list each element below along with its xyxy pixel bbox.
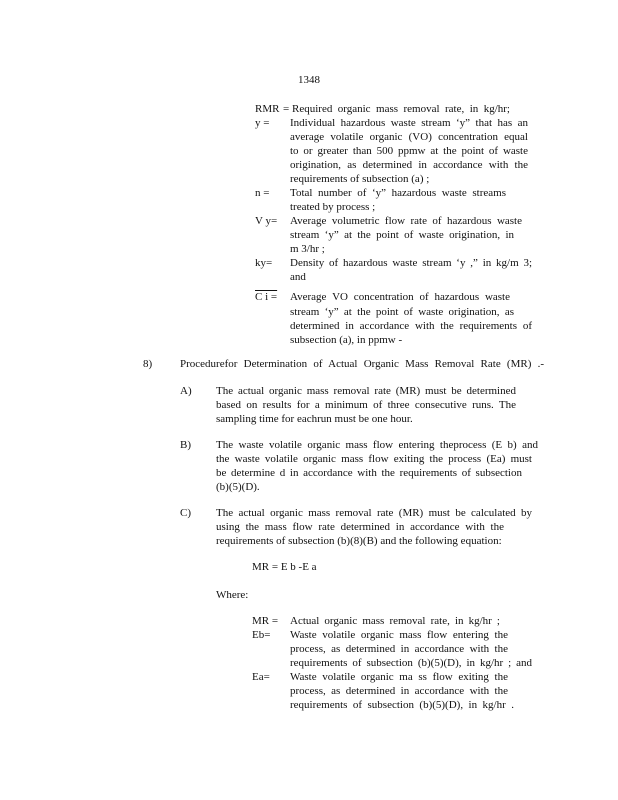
where-label: Where: xyxy=(216,589,249,601)
item-line: using the mass flow rate determined in accordance with the xyxy=(216,521,504,533)
equation: MR = E b -E a xyxy=(252,561,317,573)
item-line: be determine d in accordance with the requirements of subsection xyxy=(216,467,522,479)
section-heading: Procedurefor Determination of Actual Organic Mass Removal Rate (MR) .- xyxy=(180,358,544,370)
def-line: stream ‘y” at the point of waste origination, as xyxy=(290,306,514,318)
item-line: requirements of subsection (b)(8)(B) and the following equation: xyxy=(216,535,502,547)
def-line: m 3/hr ; xyxy=(290,243,325,255)
def-line: Required organic mass removal rate, in kg/hr; xyxy=(292,103,510,115)
def-line: process, as determined in accordance with the xyxy=(290,643,508,655)
def-line: determined in accordance with the requirements of xyxy=(290,320,532,332)
item-label: C) xyxy=(180,507,191,519)
def-term: Eb= xyxy=(252,629,271,641)
def-line: Average VO concentration of hazardous waste xyxy=(290,291,510,303)
item-line: based on results for a minimum of three consecutive runs. The xyxy=(216,399,516,411)
def-line: origination, as determined in accordance with the xyxy=(290,159,528,171)
def-eq: = xyxy=(283,103,290,115)
def-line: requirements of subsection (a) ; xyxy=(290,173,430,185)
def-line: Actual organic mass removal rate, in kg/hr ; xyxy=(290,615,500,627)
def-line: Waste volatile organic ma ss flow exiting the xyxy=(290,671,508,683)
page-number: 1348 xyxy=(298,74,320,86)
item-line: (b)(5)(D). xyxy=(216,481,260,493)
def-term: Ea= xyxy=(252,671,270,683)
def-term: y = xyxy=(255,117,270,129)
def-line: Total number of ‘y” hazardous waste streams xyxy=(290,187,506,199)
def-term xyxy=(255,290,277,304)
def-term: V y= xyxy=(255,215,278,227)
def-line: requirements of subsection (b)(5)(D), in kg/hr . xyxy=(290,699,514,711)
section-number: 8) xyxy=(143,358,153,370)
def-line: requirements of subsection (b)(5)(D), in kg/hr ; and xyxy=(290,657,532,669)
def-term-text: C i = xyxy=(255,291,278,303)
item-line: sampling time for eachrun must be one hour. xyxy=(216,413,413,425)
def-line: stream ‘y” at the point of waste origination, in xyxy=(290,229,514,241)
def-line: Average volumetric flow rate of hazardous waste xyxy=(290,215,522,227)
item-line: The waste volatile organic mass flow entering theprocess (E b) and xyxy=(216,439,538,451)
def-line: Individual hazardous waste stream ‘y” that has an xyxy=(290,117,528,129)
def-line: treated by process ; xyxy=(290,201,376,213)
item-label: B) xyxy=(180,439,191,451)
def-term: MR = xyxy=(252,615,279,627)
def-line: process, as determined in accordance with the xyxy=(290,685,508,697)
def-term: n = xyxy=(255,187,270,199)
item-line: The actual organic mass removal rate (MR) must be determined xyxy=(216,385,516,397)
def-line: Density of hazardous waste stream ‘y ,” in kg/m 3; xyxy=(290,257,532,269)
def-line: average volatile organic (VO) concentration equal xyxy=(290,131,528,143)
def-line: subsection (a), in ppmw - xyxy=(290,334,403,346)
def-line: Waste volatile organic mass flow entering the xyxy=(290,629,508,641)
item-label: A) xyxy=(180,385,192,397)
def-term: RMR xyxy=(255,103,280,115)
def-line: and xyxy=(290,271,306,283)
item-line: The actual organic mass removal rate (MR) must be calculated by xyxy=(216,507,532,519)
def-line: to or greater than 500 ppmw at the point of waste xyxy=(290,145,528,157)
item-line: the waste volatile organic mass flow exiting the process (Ea) must xyxy=(216,453,532,465)
def-term: ky= xyxy=(255,257,273,269)
